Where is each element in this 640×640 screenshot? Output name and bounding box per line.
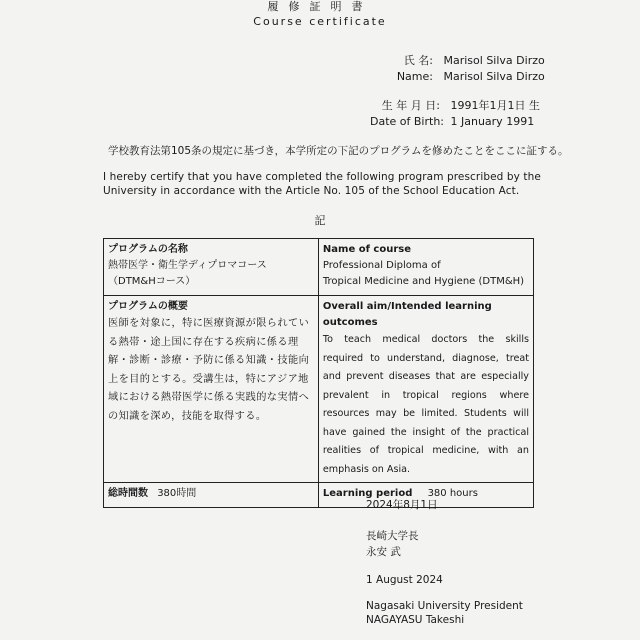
dob-value-ja: 1991年1月1日 生 [450,99,540,112]
course-hours-label-en: Learning period [322,488,413,499]
course-table [103,238,534,508]
name-row-en [393,69,545,85]
signature-name-en: NAGAYASU Takeshi [366,614,465,626]
signature-title-en: Nagasaki University President [366,600,523,612]
signature-name-ja: 永安 武 [366,546,401,558]
name-label-en: Name: [396,70,433,83]
course-name-ja-cell [104,239,319,296]
course-name-ja-line2: （DTM&Hコース） [108,276,196,287]
statement-english: I hereby certify that you have completed the following program prescribed by the University in accordance with the Article No. 105 of the School Education Act. [103,171,541,197]
name-value-ja: Marisol Silva Dirzo [443,54,545,67]
course-name-en-cell [318,239,533,296]
course-overview-head-en: Overall aim/Intended learning outcomes [322,301,492,328]
dob-row-ja [370,98,540,114]
course-hours-value-ja: 380時間 [157,488,197,499]
dob-value-en: 1 January 1991 [450,115,535,128]
name-value-en: Marisol Silva Dirzo [443,70,545,83]
name-row-ja [393,53,545,69]
dob-label-en: Date of Birth: [370,115,445,128]
course-overview-ja-cell [104,296,319,483]
name-label-ja: 氏 名: [403,54,433,67]
statement-japanese: 学校教育法第105条の規定に基づき，本学所定の下記のプログラムを修めたことをここに証する。 [108,145,569,157]
course-name-ja-line1: 熱帯医学・衛生学ディプロマコース [108,260,267,271]
course-overview-en-cell [318,296,533,483]
course-hours-label-ja: 総時間数 [108,488,148,499]
course-name-row [104,239,534,296]
dob-row-en [370,114,534,130]
signature-title-ja: 長崎大学長 [366,530,419,542]
course-name-en-line2: Tropical Medicine and Hygiene (DTM&H) [322,276,525,287]
course-hours-row [104,483,534,508]
course-name-head-en: Name of course [322,244,411,255]
ki-heading: 記 [314,214,326,227]
title-japanese: 履修証明書 [267,0,373,13]
course-overview-en-text: To teach medical doctors the skills required to understand, diagnose, treat and prevent diseases that are especially prevalent in tropical regions where resources may be limited. Students will have gained the insight of the practical realities of tropical medicine, with an emphasis on Asia. [322,334,529,475]
course-overview-head-ja: プログラムの概要 [108,301,188,312]
signature-date-en: 1 August 2024 [366,574,443,586]
title-english: Course certificate [253,15,387,28]
course-hours-value-en: 380 hours [427,488,478,499]
course-name-head-ja: プログラムの名称 [108,244,188,255]
signature-date-ja: 2024年8月1日 [366,499,438,511]
course-overview-row [104,296,534,483]
dob-label-ja: 生 年 月 日: [381,99,440,112]
course-overview-ja-text: 医師を対象に，特に医療資源が限られている熱帯・途上国に存在する疾病に係る理解・診断・診療・予防に係る知識・技能向上を目的とする。受講生は，特にアジア地域における熱帯医学に係る実践的な実情への知識を深め，技能を取得する。 [108,318,310,422]
course-hours-ja-cell [104,483,319,508]
course-name-en-line1: Professional Diploma of [322,260,441,271]
